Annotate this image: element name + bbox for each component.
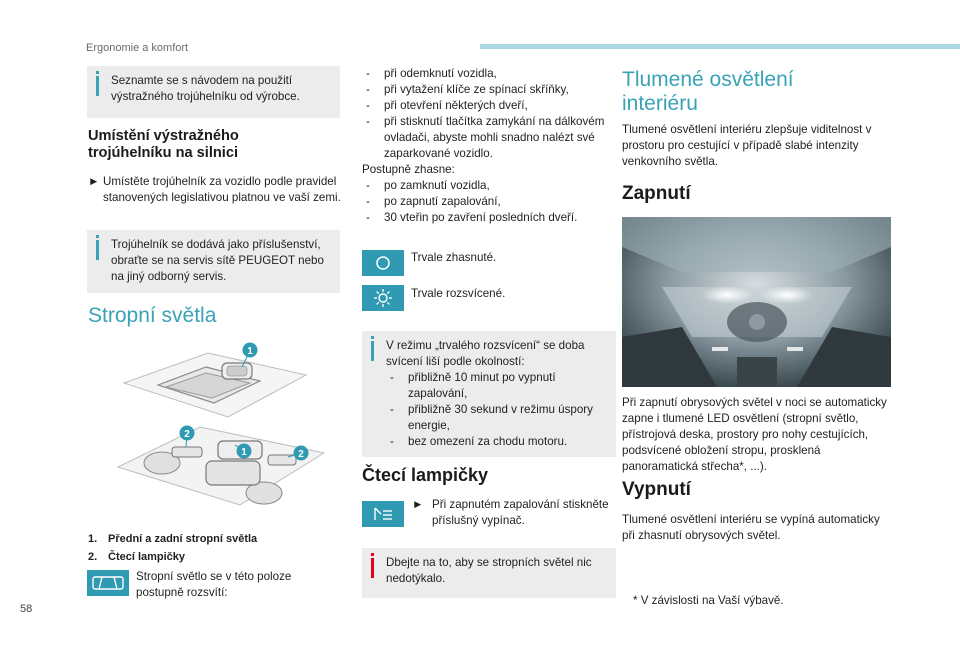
legend-item (88, 530, 257, 548)
reading-lamps-illustration (118, 427, 324, 505)
section-title: Stropní světla (88, 304, 217, 327)
list-item: - při odemknutí vozidla, (362, 66, 618, 82)
warning-note (362, 548, 616, 598)
arrow-bullet-icon: ► (88, 175, 100, 188)
info-note (87, 66, 340, 118)
legend-text: Čtecí lampičky (108, 551, 186, 563)
list-item: - přibližně 30 sekund v režimu úspory energie, (386, 402, 608, 434)
off-state-label: Trvale zhasnuté. (411, 251, 497, 264)
section-title: Tlumené osvětlení interiéru (622, 68, 794, 115)
interior-ambient-lighting-photo (622, 217, 891, 387)
running-header: Ergonomie a komfort (86, 42, 189, 54)
section-title: Čtecí lampičky (362, 465, 489, 485)
off-heading: Postupně zhasne: (362, 163, 455, 176)
info-note-text: Seznamte se s návodem na použití výstražného trojúhelníku od výrobce. (111, 74, 300, 103)
reading-lamp-icon (372, 505, 394, 523)
bullet-text: Při zapnutém zapalování stiskněte příslušný vypínač. (432, 498, 609, 527)
light-off-icon (375, 255, 391, 271)
list-item: - při otevření některých dveří, (362, 98, 618, 114)
bullet-item (88, 174, 344, 206)
warning-icon (371, 558, 374, 578)
list-item: - po zamknutí vozidla, (362, 178, 618, 194)
info-icon (96, 76, 99, 96)
section-title: Zapnutí (622, 183, 691, 204)
info-icon (96, 240, 99, 260)
off-state-icon-box (362, 250, 404, 276)
ceiling-lights-diagram (110, 335, 330, 515)
duration-list (386, 370, 608, 450)
info-note (362, 331, 616, 457)
footnote: * V závislosti na Vaší výbavě. (633, 594, 784, 607)
on-state-icon-box (362, 285, 404, 311)
legend-number: 2. (88, 551, 98, 563)
page-number: 58 (20, 603, 33, 615)
list-item: - při vytažení klíče ze spínací skříňky, (362, 82, 618, 98)
info-note-text: V režimu „trvalého rozsvícení“ se doba svícení liší podle okolností: (386, 339, 585, 368)
on-state-label: Trvale rozsvícené. (411, 287, 506, 300)
legend-item (88, 548, 257, 566)
list-item: - bez omezení za chodu motoru. (386, 434, 608, 450)
switch-position-icon-box (87, 570, 129, 596)
reading-lamp-icon-box (362, 501, 404, 527)
list-item: - přibližně 10 minut po vypnutí zapalování, (386, 370, 608, 402)
section-title: Umístění výstražného trojúhelníku na silnici (88, 128, 239, 161)
info-note-text: Trojúhelník se dodává jako příslušenství, obraťte se na servis sítě PEUGEOT nebo na jiný odborný servis. (111, 238, 324, 283)
list-item: - po zapnutí zapalování, (362, 194, 618, 210)
on-description: Při zapnutí obrysových světel v noci se automaticky zapne i tlumené LED osvětlení (stropní světlo, přístrojová deska, prostory pro nohy cestujících, podsvícené obložení stropu, prosklená panoramatická střecha*, ...). (622, 396, 887, 473)
bullet-text: Umístěte trojúhelník za vozidlo podle pravidel stanovených legislativou platnou ve vaší zemi. (103, 175, 341, 204)
off-events-list (362, 178, 618, 226)
info-icon (371, 341, 374, 361)
header-bar (480, 44, 960, 49)
callout-label: 2 (184, 429, 190, 440)
section-title: Vypnutí (622, 479, 691, 500)
callout-label: 2 (298, 449, 304, 460)
intro-text: Tlumené osvětlení interiéru zlepšuje viditelnost v prostoru pro cestující v případě slabé intenzity venkovního světla. (622, 123, 872, 168)
rocker-switch-icon (91, 574, 125, 592)
list-item: - 30 vteřin po zavření posledních dveří. (362, 210, 618, 226)
off-description: Tlumené osvětlení interiéru se vypíná automaticky při zhasnutí obrysových světel. (622, 513, 880, 542)
front-rear-light-illustration (124, 353, 306, 417)
on-events-list (362, 66, 618, 162)
bullet-item (412, 497, 612, 529)
info-note-body (386, 338, 608, 450)
legend-text: Přední a zadní stropní světla (108, 533, 258, 545)
warning-text: Dbejte na to, aby se stropních světel nic nedotýkalo. (386, 556, 592, 585)
arrow-bullet-icon: ► (412, 498, 424, 511)
legend-list (88, 530, 257, 566)
switch-description: Stropní světlo se v této poloze postupně rozsvítí: (136, 570, 292, 599)
light-on-icon (373, 288, 393, 308)
list-item: - při stisknutí tlačítka zamykání na dálkovém ovladači, abyste mohli snadno nalézt své zaparkované vozidlo. (362, 114, 618, 162)
legend-number: 1. (88, 533, 98, 545)
info-note (87, 230, 340, 293)
callout-label: 1 (247, 346, 253, 357)
callout-label: 1 (241, 447, 247, 458)
